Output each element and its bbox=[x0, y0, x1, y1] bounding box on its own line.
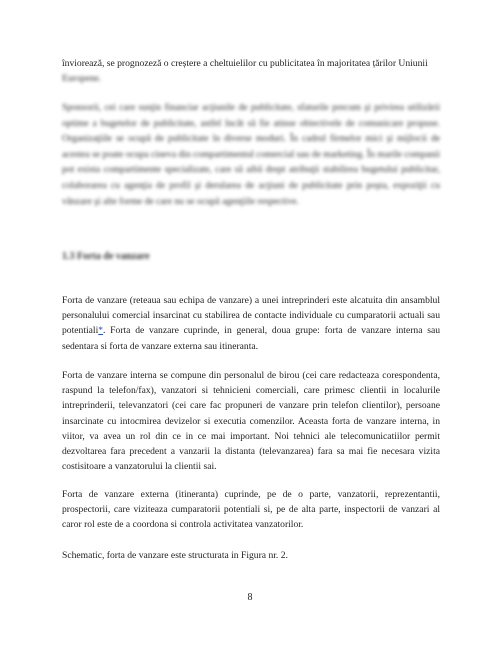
top-paragraph-line1: înviorează, se prognozeză o creștere a cheltuielilor cu publicitatea în majoritatea țărilor Uniunii bbox=[62, 58, 428, 69]
blurred-paragraph: Sponsorii, cei care susţin financiar acţiunile de publicitate, sfaturile precum şi privirea utilizării optime a bugetelor de publicitate, astfel încât să fie atinse obiectivele de comunicare propuse. Organizaţiile se ocupă de publicitate în diverse moduri. În cadrul firmelor mici şi mijlocii de acestea se poate ocupa cineva din compartimentul comercial sau de marketing. În marile companii pot exista compartimente specializate, care să aibă drept atribuţii stabilirea bugetului publicitar, colaborarea cu agenţia de profil şi derularea de acţiuni de publicitate prin poşta, expoziţii cu vânzare şi alte forme de care nu se ocupă agenţiile respective. bbox=[62, 102, 440, 207]
paragraph-1 bbox=[62, 293, 440, 354]
paragraph-1-text-start: Forta de vanzare (reteaua sau echipa de vanzare) a unei intreprinderi este alcatuita din ansamblul personalului comercial insarcinat cu stabilirea de contacte individuale cu cumparatorii actuali sau potentiali bbox=[62, 295, 440, 337]
paragraph-3: Forta de vanzare externa (itineranta) cuprinde, pe de o parte, vanzatorii, reprezentantii, prospectorii, care viziteaza cumparatorii potentiali si, pe de alta parte, inspectorii de vanzari al caror rol este de a coordona si controla activitatea vanzatorilor. bbox=[62, 489, 440, 531]
top-paragraph-line2: Europene. bbox=[62, 73, 102, 85]
top-paragraph bbox=[62, 56, 440, 86]
section-heading: 1.3 Forta de vanzare bbox=[62, 251, 150, 262]
footnote-link[interactable]: * bbox=[98, 325, 104, 337]
paragraph-1-text-end: . Forta de vanzare cuprinde, in general, doua grupe: forta de vanzare interna sau sedentara si forta de vanzare externa sau itineranta. bbox=[62, 325, 440, 352]
page-number: 8 bbox=[247, 592, 253, 603]
paragraph-4: Schematic, forta de vanzare este structurata in Figura nr. 2. bbox=[62, 550, 288, 561]
paragraph-2: Forta de vanzare interna se compune din personalul de birou (cei care redacteaza corespondenta, raspund la telefon/fax), vanzatori si tehnicieni comerciali, care primesc clientii in localurile intreprinderii, televanzatori (cei care fac propuneri de vanzare prin telefon clientilor), persoane insarcinate cu intocmirea devizelor si executia comenzilor. Aceasta forta de vanzare interna, in viitor, va avea un rol din ce in ce mai important. Noi tehnici ale telecomunicatiilor permit dezvoltarea fara precedent a vanzarii la distanta (televanzarea) fara sa mai fie necesara vizita costisitoare a vanzatorului la clientii sai. bbox=[62, 370, 440, 473]
